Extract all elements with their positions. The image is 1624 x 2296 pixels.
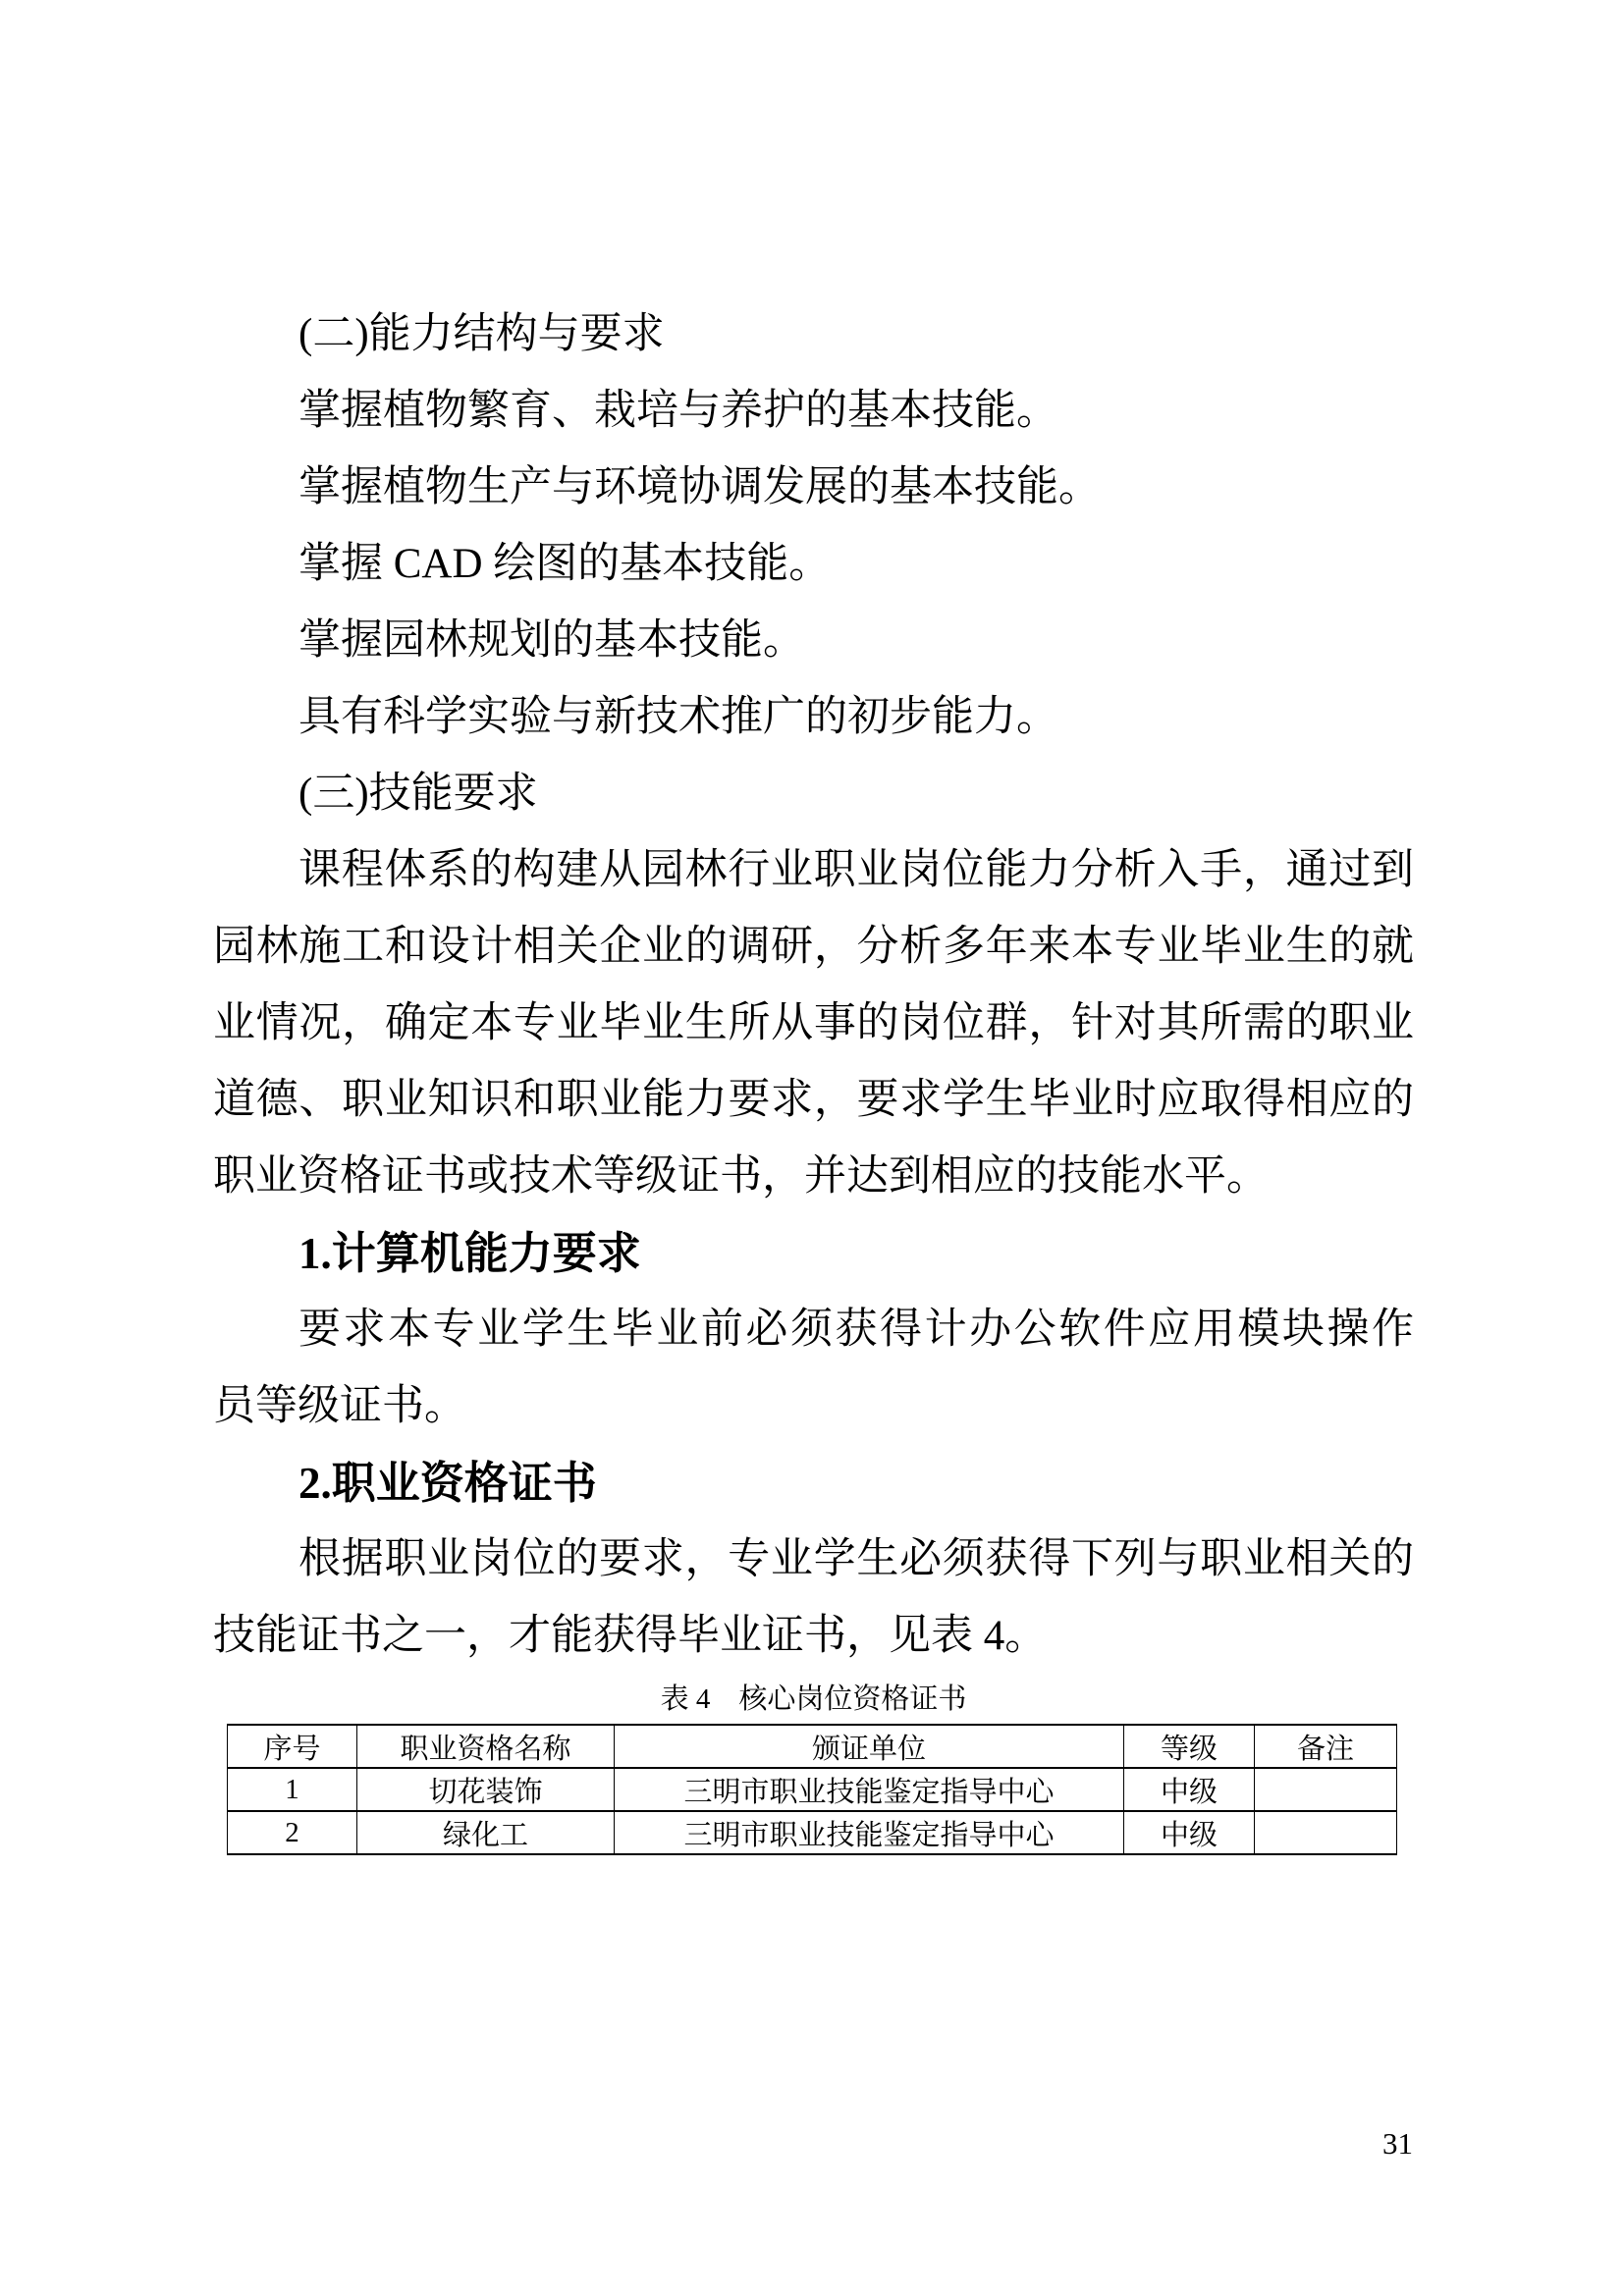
text-line: 具有科学实验与新技术推广的初步能力。: [298, 694, 1058, 740]
table-row: [228, 1811, 1397, 1854]
column-header: 等级: [1124, 1725, 1255, 1768]
qualification-table: [227, 1724, 1397, 1855]
content-area: [213, 296, 1414, 1855]
text-line: 课程体系的构建从园林行业职业岗位能力分析入手，通过到: [298, 847, 1414, 893]
text-line: 员等级证书。: [213, 1383, 466, 1429]
text-line: 掌握植物生产与环境协调发展的基本技能。: [298, 464, 1101, 510]
text-line: 技能证书之一，才能获得毕业证书，见表 4。: [213, 1613, 1048, 1659]
table-cell: [1255, 1811, 1397, 1854]
text-line: 园林施工和设计相关企业的调研，分析多年来本专业毕业生的就: [213, 924, 1414, 970]
text-line: (二)能力结构与要求: [298, 311, 665, 357]
text-line: 掌握植物繁育、栽培与养护的基本技能。: [298, 388, 1058, 434]
table-cell: 三明市职业技能鉴定指导中心: [615, 1811, 1124, 1854]
heading-line: 1.计算机能力要求: [298, 1229, 641, 1278]
table-cell: 切花装饰: [357, 1768, 615, 1811]
table-row: [228, 1768, 1397, 1811]
page-number: 31: [1382, 2126, 1413, 2161]
table-cell: [1255, 1768, 1397, 1811]
table-cell: 绿化工: [357, 1811, 615, 1854]
table-cell: 1: [228, 1768, 357, 1811]
table-header-row: [228, 1725, 1397, 1768]
column-header: 颁证单位: [615, 1725, 1124, 1768]
text-line: 业情况，确定本专业毕业生所从事的岗位群，针对其所需的职业: [213, 1000, 1414, 1046]
text-block: [213, 296, 1414, 1675]
table-cell: 中级: [1124, 1811, 1255, 1854]
text-line: 道德、职业知识和职业能力要求，要求学生毕业时应取得相应的: [213, 1077, 1414, 1123]
table-caption: 表 4 核心岗位资格证书: [660, 1683, 967, 1715]
text-line: 职业资格证书或技术等级证书，并达到相应的技能水平。: [213, 1153, 1269, 1200]
text-line: 根据职业岗位的要求，专业学生必须获得下列与职业相关的: [298, 1536, 1414, 1582]
column-header: 序号: [228, 1725, 357, 1768]
table-cell: 2: [228, 1811, 357, 1854]
text-line: (三)技能要求: [298, 771, 538, 817]
table-cell: 中级: [1124, 1768, 1255, 1811]
column-header: 备注: [1255, 1725, 1397, 1768]
text-line: 要求本专业学生毕业前必须获得计办公软件应用模块操作: [298, 1307, 1414, 1353]
table-cell: 三明市职业技能鉴定指导中心: [615, 1768, 1124, 1811]
column-header: 职业资格名称: [357, 1725, 615, 1768]
text-line: 掌握 CAD 绘图的基本技能。: [298, 541, 832, 587]
table-body: [228, 1768, 1397, 1854]
text-line: 掌握园林规划的基本技能。: [298, 617, 805, 664]
heading-line: 2.职业资格证书: [298, 1459, 597, 1508]
